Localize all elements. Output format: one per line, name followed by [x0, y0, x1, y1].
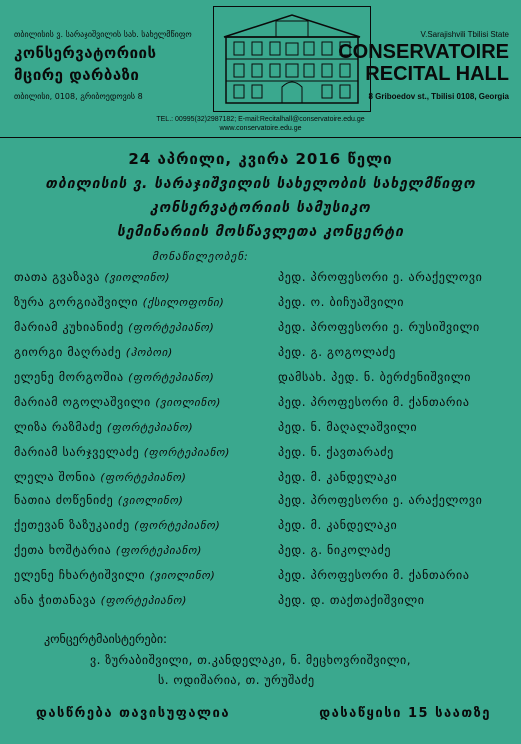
performer-name: ანა ჭითანავა (ფორტეპიანო) [14, 593, 187, 607]
performer-teacher: პედ. პროფესორი ე. არაქელოვი [278, 270, 483, 284]
performer-name: ზურა გორგიაშვილი (ქსილოფონი) [14, 295, 225, 309]
performer-name: მარიამ ოგოლაშვილი (ვიოლინო) [14, 395, 221, 409]
performer-name: გიორგი მაღრაძე (ჰობოი) [14, 345, 173, 359]
performer-teacher: პედ. პროფესორი ე. არაქელოვი [278, 493, 483, 507]
header-english-line-1: CONSERVATOIRE [338, 41, 509, 63]
performer-name: ლელა შონია (ფორტეპიანო) [14, 470, 187, 484]
performer-teacher: დამსახ. პედ. ნ. ბერძენიშვილი [278, 370, 472, 384]
concertmasters-label: კონცერტმაისტერები: [44, 632, 168, 646]
footer-free-entry: დასწრება თავისუფალია [36, 706, 231, 721]
contact-website: www.conservatoire.edu.ge [219, 125, 302, 132]
performer-teacher: პედ. პროფესორი მ. ქანთარია [278, 395, 470, 409]
performer-teacher: პედ. ო. ბიჩუაშვილი [278, 295, 405, 309]
performer-teacher: პედ. დ. თაქთაქიშვილი [278, 593, 425, 607]
performer-name: მარიამ კუხიანიძე (ფორტეპიანო) [14, 320, 215, 334]
performer-teacher: პედ. გ. ნიკოლაძე [278, 543, 392, 557]
footer-start-time: დასაწყისი 15 საათზე [319, 706, 491, 721]
performer-name: ლიზა რაზმაძე (ფორტეპიანო) [14, 420, 194, 434]
performer-name: ქეთევან ზაზუკაიძე (ფორტეპიანო) [14, 518, 221, 532]
performer-teacher: პედ. მ. კანდელაკი [278, 470, 398, 484]
performer-name: ელენე ჩხარტიშვილი (ვიოლინო) [14, 568, 216, 582]
concertmasters-line-1: ვ. ზურაბიშვილი, თ.კანდელაკი, ნ. მეცხოვრიშვილი, [90, 653, 412, 667]
header-address-georgian: თბილისი, 0108, გრიბოედოვის 8 [14, 92, 143, 101]
performer-teacher: პედ. ნ. ქავთარაძე [278, 445, 394, 459]
header-divider [0, 137, 521, 138]
header-georgian-line-2: მცირე დარბაზი [14, 66, 140, 84]
event-title-line-3: სემინარიის მოსწავლეთა კონცერტი [116, 224, 405, 240]
performer-name: ელენე მორგოშია (ფორტეპიანო) [14, 370, 215, 384]
event-title-line-2: კონსერვატორიის სამუსიკო [150, 200, 371, 216]
concertmasters-line-2: ს. ოდიშარია, თ. ურუშაძე [158, 673, 315, 687]
performer-name: ნათია ძოწენიძე (ვიოლინო) [14, 493, 184, 507]
performer-teacher: პედ. ნ. მაღალაშვილი [278, 420, 418, 434]
performer-teacher: პედ. გ. გოგოლაძე [278, 345, 396, 359]
performer-name: მარიამ სარჯველაძე (ფორტეპიანო) [14, 445, 231, 459]
performer-teacher: პედ. პროფესორი მ. ქანთარია [278, 568, 470, 582]
event-date: 24 აპრილი, კვირა 2016 წელი [128, 150, 393, 168]
performer-teacher: პედ. მ. კანდელაკი [278, 518, 398, 532]
header-address-english: 8 Griboedov st., Tbilisi 0108, Georgia [368, 92, 509, 101]
header-english-line-2: RECITAL HALL [365, 63, 509, 85]
performers-label: მონაწილეობენ: [152, 250, 249, 263]
header-small-top-english: V.Sarajishvili Tbilisi State [420, 30, 509, 39]
performer-name: ქეთა ხოშტარია (ფორტეპიანო) [14, 543, 203, 557]
header-small-top-georgian: თბილისის ვ. სარაჯიშვილის სახ. სახელმწიფო [14, 30, 192, 39]
header-georgian-line-1: კონსერვატორიის [14, 44, 157, 62]
performer-teacher: პედ. პროფესორი ე. რუსიშვილი [278, 320, 480, 334]
performer-name: თათა გვაზავა (ვიოლინო) [14, 270, 171, 284]
contact-phone-email: TEL.: 00995(32)2987182; E-mail:Recitalhall@conservatoire.edu.ge [156, 116, 365, 123]
event-title-line-1: თბილისის ვ. სარაჯიშვილის სახელობის სახელმწიფო [45, 176, 476, 192]
